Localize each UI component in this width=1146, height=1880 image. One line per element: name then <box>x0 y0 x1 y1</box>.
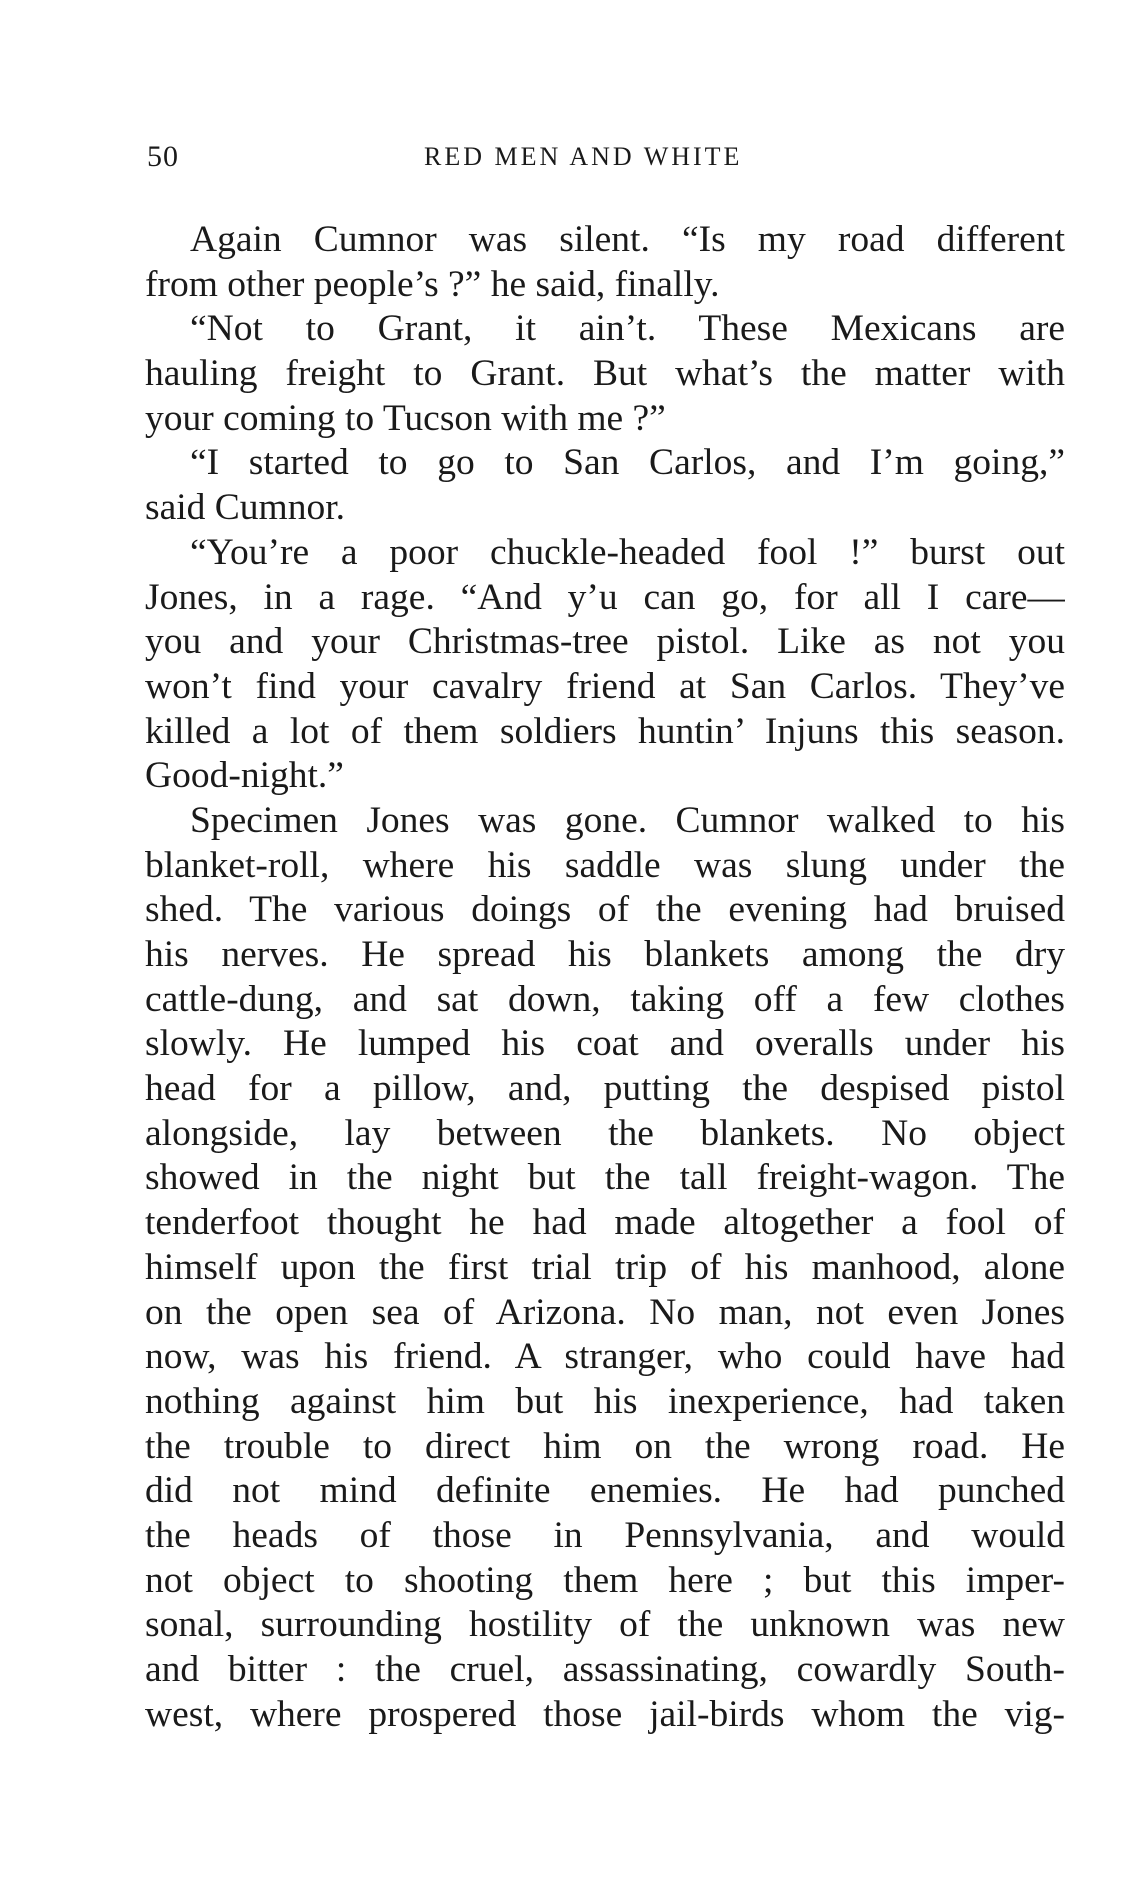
text-line: nothing against him but his inexperience, had taken <box>145 1380 1065 1422</box>
text-line: did not mind definite enemies. He had punched <box>145 1470 1065 1512</box>
text-line: blanket-roll, where his saddle was slung under the <box>145 844 1065 886</box>
text-line: said Cumnor. <box>145 487 346 529</box>
text-line: on the open sea of Arizona. No man, not even Jones <box>145 1291 1065 1333</box>
text-line: slowly. He lumped his coat and overalls under his <box>145 1023 1065 1065</box>
text-line: won’t find your cavalry friend at San Carlos. They’ve <box>145 665 1065 707</box>
text-line: Specimen Jones was gone. Cumnor walked to his <box>190 799 1065 841</box>
text-line: hauling freight to Grant. But what’s the matter with <box>145 353 1065 395</box>
text-line: his nerves. He spread his blankets among the dry <box>145 934 1065 975</box>
text-line: the heads of those in Pennsylvania, and would <box>145 1514 1065 1556</box>
text-line: cattle-dung, and sat down, taking off a few clothes <box>145 978 1065 1020</box>
text-line: now, was his friend. A stranger, who could have had <box>145 1336 1065 1378</box>
text-line: showed in the night but the tall freight-wagon. The <box>145 1157 1065 1199</box>
text-line: sonal, surrounding hostility of the unknown was new <box>145 1604 1065 1646</box>
text-line: and bitter : the cruel, assassinating, cowardly South- <box>145 1649 1065 1690</box>
body-text <box>145 218 1065 1737</box>
text-line: Good-night.” <box>145 755 344 797</box>
text-line: tenderfoot thought he had made altogether a fool of <box>145 1202 1065 1244</box>
running-title: RED MEN AND WHITE <box>424 142 743 171</box>
text-line: west, where prospered those jail-birds whom the vig- <box>145 1693 1065 1735</box>
text-line: head for a pillow, and, putting the despised pistol <box>145 1068 1065 1110</box>
text-line: “You’re a poor chuckle-headed fool !” burst out <box>190 531 1065 573</box>
text-line: “I started to go to San Carlos, and I’m going,” <box>190 442 1065 484</box>
text-line: the trouble to direct him on the wrong road. He <box>145 1425 1065 1467</box>
text-line: Jones, in a rage. “And y’u can go, for all I care— <box>145 576 1065 618</box>
text-line: alongside, lay between the blankets. No object <box>145 1112 1065 1154</box>
text-line: your coming to Tucson with me ?” <box>145 397 666 439</box>
text-line: shed. The various doings of the evening had bruised <box>145 889 1065 931</box>
page-number: 50 <box>147 140 179 173</box>
text-line: “Not to Grant, it ain’t. These Mexicans are <box>190 308 1065 350</box>
text-line: you and your Christmas-tree pistol. Like as not you <box>145 621 1065 663</box>
text-line: from other people’s ?” he said, finally. <box>145 263 720 305</box>
text-line: Again Cumnor was silent. “Is my road different <box>190 219 1065 260</box>
text-line: not object to shooting them here ; but this imper- <box>145 1559 1065 1601</box>
text-line: himself upon the first trial trip of his manhood, alone <box>145 1246 1065 1288</box>
text-line: killed a lot of them soldiers huntin’ Injuns this season. <box>145 710 1065 752</box>
running-head <box>147 140 1067 190</box>
